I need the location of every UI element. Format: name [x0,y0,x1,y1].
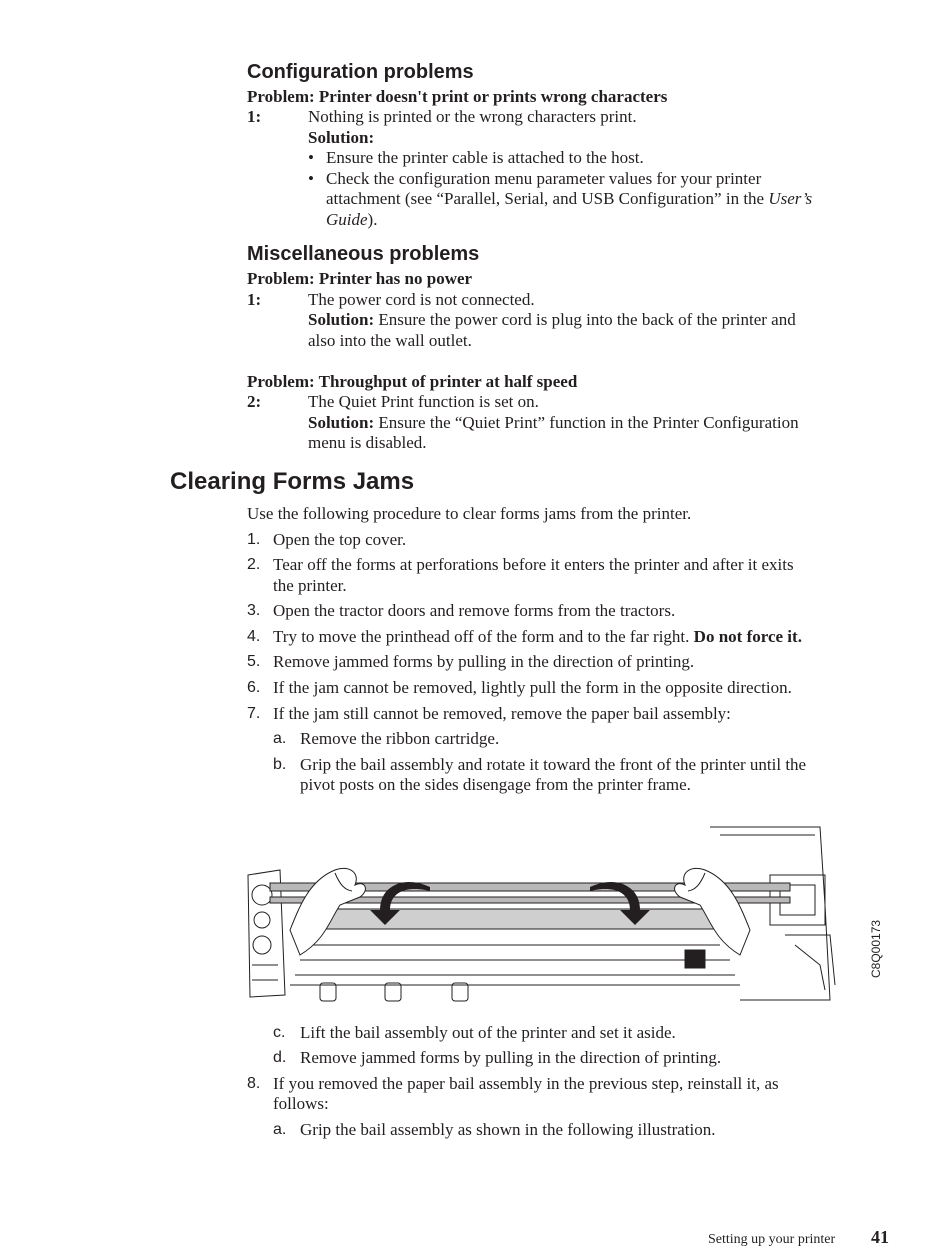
figure-label: C8Q00173 [869,919,883,978]
solution-label: Solution: [308,128,375,147]
step-text-continued: follows: [273,1094,329,1113]
item-text: The power cord is not connected. [308,290,535,309]
solution-text-continued: menu is disabled. [308,433,427,452]
problem-title: Problem: Printer doesn't print or prints wrong characters [247,87,668,106]
bail-assembly-illustration [240,825,860,1010]
problem-title: Problem: Throughput of printer at half speed [247,372,578,391]
step-text-continued: the printer. [273,576,347,595]
substep-text-continued: pivot posts on the sides disengage from the printer frame. [300,775,691,794]
substep-letter: c. [273,1024,286,1041]
heading-miscellaneous-problems: Miscellaneous problems [247,243,480,265]
bullet-marker: • [308,148,314,167]
item-number: 1: [247,290,262,309]
substep-text: Lift the bail assembly out of the printer and set it aside. [300,1023,676,1042]
substep-text: Remove the ribbon cartridge. [300,729,500,748]
footer-text: Setting up your printer [708,1232,836,1247]
item-number: 1: [247,107,262,126]
substep-text: Grip the bail assembly as shown in the following illustration. [300,1120,716,1139]
step-number: 2. [247,556,261,573]
substep-letter: d. [273,1049,287,1066]
bullet-marker: • [308,169,314,188]
solution-text: Solution: Ensure the power cord is plug into the back of the printer and [308,310,796,329]
solution-text: Solution: Ensure the “Quiet Print” function in the Printer Configuration [308,413,799,432]
step-text: If the jam still cannot be removed, remove the paper bail assembly: [273,704,731,723]
step-number: 1. [247,531,261,548]
substep-text: Grip the bail assembly and rotate it toward the front of the printer until the [300,755,807,774]
intro-text: Use the following procedure to clear forms jams from the printer. [247,504,692,523]
step-text: Remove jammed forms by pulling in the direction of printing. [273,652,695,671]
step-text: If you removed the paper bail assembly in the previous step, reinstall it, as [273,1074,779,1093]
step-number: 8. [247,1075,261,1092]
bullet-text-continued: Guide). [326,210,378,229]
item-text: Nothing is printed or the wrong characters print. [308,107,637,126]
bullet-text: Check the configuration menu parameter values for your printer [326,169,762,188]
item-text: The Quiet Print function is set on. [308,392,539,411]
substep-text: Remove jammed forms by pulling in the direction of printing. [300,1048,722,1067]
step-number: 4. [247,628,261,645]
bullet-text-continued: attachment (see “Parallel, Serial, and USB Configuration” in the User’s [326,189,813,208]
problem-title: Problem: Printer has no power [247,269,473,288]
step-text: Open the tractor doors and remove forms from the tractors. [273,601,676,620]
substep-letter: b. [273,756,287,773]
step-text: Open the top cover. [273,530,407,549]
item-number: 2: [247,392,262,411]
step-text: Try to move the printhead off of the form and to the far right. Do not force it. [273,627,802,646]
step-number: 6. [247,679,261,696]
step-number: 5. [247,653,261,670]
solution-text-continued: also into the wall outlet. [308,331,472,350]
heading-clearing-forms-jams: Clearing Forms Jams [170,468,415,495]
step-number: 3. [247,602,261,619]
step-number: 7. [247,705,261,722]
step-text: Tear off the forms at perforations before it enters the printer and after it exits [273,555,794,574]
substep-letter: a. [273,1121,287,1138]
heading-configuration-problems: Configuration problems [247,61,474,83]
bullet-text: Ensure the printer cable is attached to the host. [326,148,644,167]
step-text: If the jam cannot be removed, lightly pull the form in the opposite direction. [273,678,792,697]
page-number: 41 [871,1227,889,1247]
substep-letter: a. [273,730,287,747]
